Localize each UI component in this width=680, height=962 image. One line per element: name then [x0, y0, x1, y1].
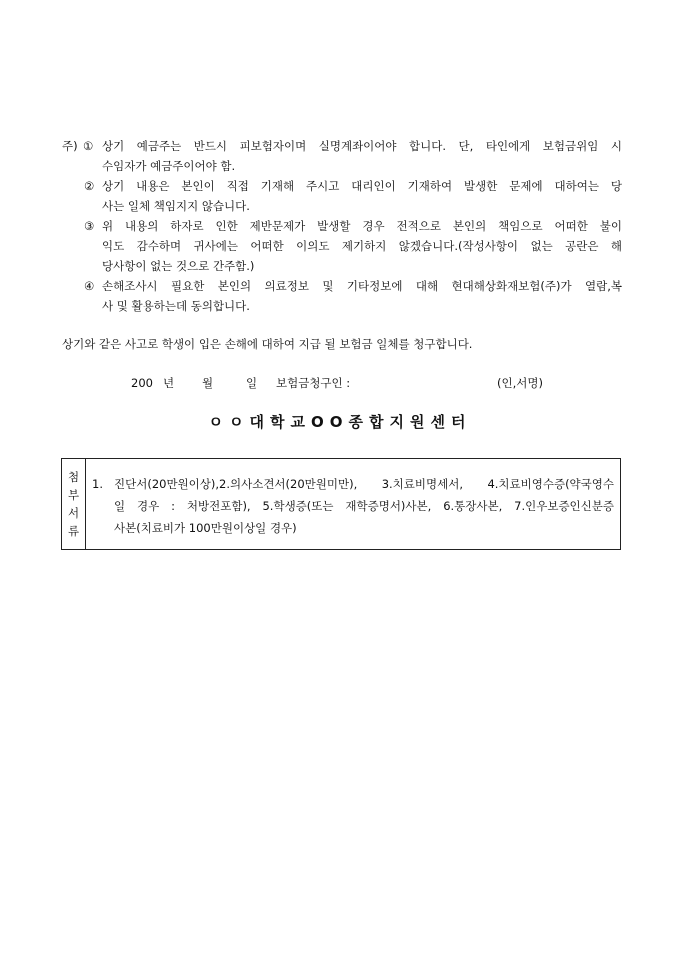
attachments-number: 1.: [92, 477, 103, 491]
attachments-header-char: 서: [67, 506, 80, 520]
note-3-line-3: [62, 256, 622, 276]
attachments-text: 진단서(20만원이상),2.의사소견서(20만원미만), 3.치료비명세서, 4.치료비영수증(약국영수: [114, 477, 614, 491]
note-3-marker: ③: [84, 219, 95, 233]
attachments-list: [86, 473, 620, 539]
note-3-line-1: [62, 216, 622, 236]
claim-statement: 상기와 같은 사고로 학생이 입은 손해에 대하여 지급 될 보험금 일체를 청구합니다.: [62, 337, 473, 351]
signature-day-label: 일: [246, 376, 258, 390]
note-4-marker: ④: [84, 279, 95, 293]
note-3-text: 위 내용의 하자로 인한 제반문제가 발생할 경우 전적으로 본인의 책임으로 어떠한 불이: [102, 219, 622, 233]
attachments-header: [62, 459, 86, 549]
note-1-text: 상기 예금주는 반드시 피보험자이며 실명계좌이어야 합니다. 단, 타인에게 보험금위임 시: [102, 139, 622, 153]
center-title: ㅇㅇ대학교OO종합지원센터: [208, 413, 472, 431]
attachments-text: 사본(치료비가 100만원이상일 경우): [114, 521, 297, 535]
note-1-text-cont: 수임자가 예금주이어야 함.: [102, 159, 236, 173]
note-3-line-2: [62, 236, 622, 256]
note-1-marker: ①: [83, 139, 94, 153]
note-3-text-cont: 익도 감수하며 귀사에는 어떠한 이의도 제기하지 않겠습니다.(작성사항이 없는 공란은 해: [102, 239, 622, 253]
notes-prefix: 주): [62, 139, 78, 153]
note-1-line-2: [62, 156, 622, 176]
note-2-text-cont: 사는 일체 책임지지 않습니다.: [102, 199, 250, 213]
seal-label: (인,서명): [497, 376, 543, 390]
note-2-marker: ②: [84, 179, 95, 193]
attachments-line-1: [86, 473, 620, 495]
attachments-header-char: 류: [67, 524, 80, 538]
attachments-line-2: [86, 495, 620, 517]
attachments-header-char: 부: [67, 488, 80, 502]
attachments-table: [61, 458, 621, 550]
note-2-line-2: [62, 196, 622, 216]
signature-year-label: 년: [163, 376, 175, 390]
note-2-text: 상기 내용은 본인이 직접 기재해 주시고 대리인이 기재하여 발생한 문제에 대하여는 당: [102, 179, 622, 193]
signature-month-label: 월: [202, 376, 214, 390]
notes-section: [62, 136, 622, 316]
signature-year: 200: [131, 376, 153, 390]
attachments-header-char: 첨: [67, 470, 80, 484]
note-4-text-cont: 사 및 활용하는데 동의합니다.: [102, 299, 250, 313]
note-4-line-2: [62, 296, 622, 316]
claimant-label: 보험금청구인 :: [276, 376, 351, 390]
note-1-line-1: [62, 136, 622, 156]
note-2-line-1: [62, 176, 622, 196]
note-4-line-1: [62, 276, 622, 296]
attachments-line-3: [86, 517, 620, 539]
attachments-text: 일 경우 : 처방전포함), 5.학생증(또는 재학증명서)사본, 6.통장사본, 7.인우보증인신분증: [114, 499, 614, 513]
note-3-text-end: 당사항이 없는 것으로 간주함.): [102, 259, 255, 273]
note-4-text: 손해조사시 필요한 본인의 의료정보 및 기타정보에 대해 현대해상화재보험(주)가 열람,복: [102, 279, 622, 293]
